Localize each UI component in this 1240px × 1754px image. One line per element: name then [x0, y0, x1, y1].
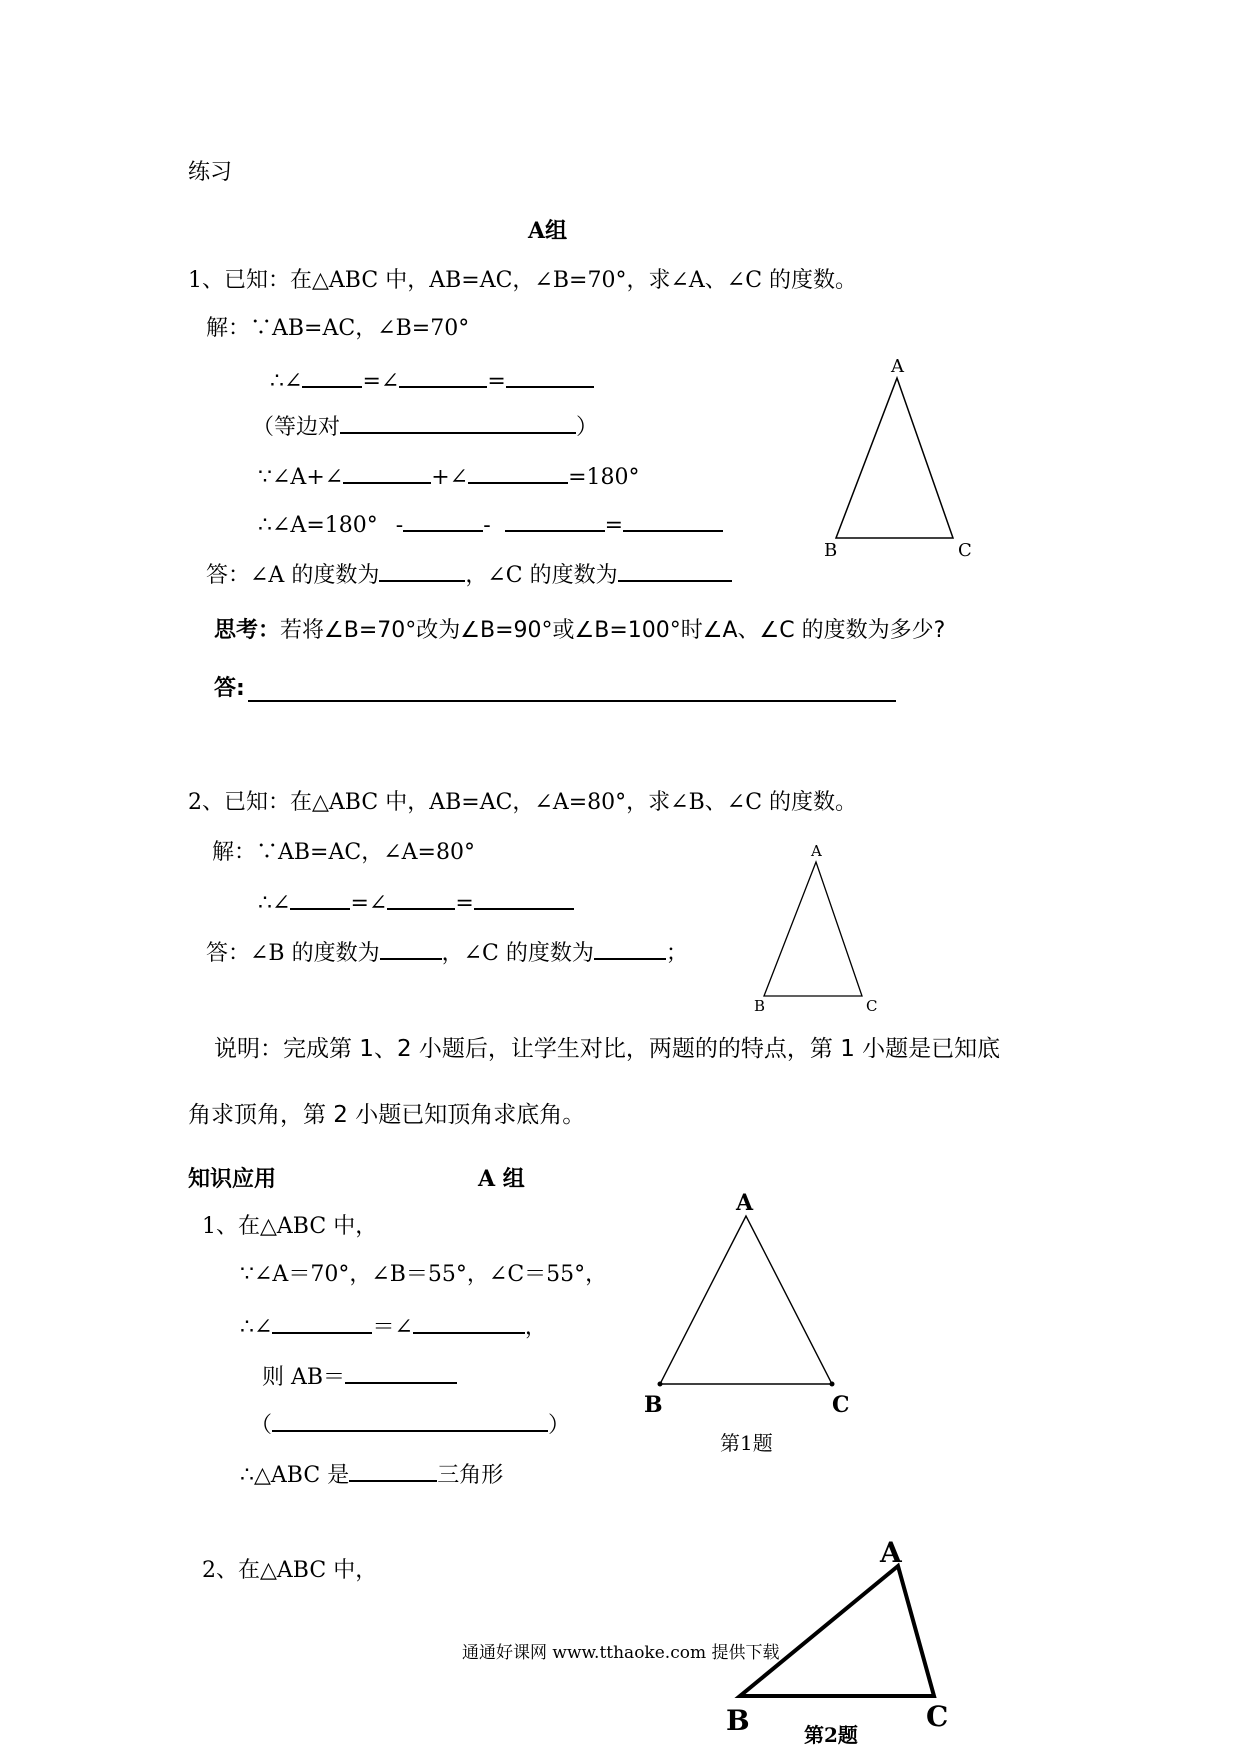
- text: ∴△ABC 是: [240, 1463, 350, 1488]
- vertex-label-b: B: [726, 1704, 750, 1737]
- q1-think: [214, 618, 945, 644]
- q2-solution-line1: 解：∵AB=AC，∠A=80°: [212, 840, 475, 865]
- blank-field[interactable]: [340, 412, 576, 434]
- text: ，∠C 的度数为: [441, 941, 594, 966]
- app-q1-triangle-figure: [640, 1186, 860, 1456]
- think-text: 若将∠B=70°改为∠B=90°或∠B=100°时∠A、∠C 的度数为多少?: [280, 618, 946, 643]
- text: 三角形: [437, 1463, 504, 1488]
- blank-field[interactable]: [623, 510, 723, 532]
- text: ；: [665, 941, 688, 966]
- q1-think-answer-label: 答:: [214, 676, 245, 701]
- text: -: [483, 513, 491, 538]
- blank-field[interactable]: [618, 560, 732, 582]
- blank-field[interactable]: [290, 888, 350, 910]
- vertex-label-b: B: [824, 540, 838, 561]
- text: ∴∠: [258, 891, 291, 916]
- text: 则 AB＝: [262, 1365, 346, 1390]
- note-line1: 说明：完成第 1、2 小题后，让学生对比，两题的的特点，第 1 小题是已知底: [214, 1036, 1001, 1062]
- blank-field[interactable]: [468, 462, 568, 484]
- q1-stem: 1、已知：在△ABC 中，AB=AC，∠B=70°，求∠A、∠C 的度数。: [188, 268, 858, 293]
- triangle-shape: [740, 1566, 934, 1696]
- text: ，∠C 的度数为: [465, 563, 618, 588]
- blank-field[interactable]: [505, 510, 605, 532]
- triangle-shape: [764, 862, 862, 996]
- q1-solution-line3: [252, 412, 598, 441]
- text: ）: [576, 415, 599, 440]
- app-title: 知识应用: [188, 1166, 277, 1192]
- text: =180°: [568, 465, 640, 490]
- vertex-label-b: B: [754, 997, 766, 1015]
- app-q1-line5: [240, 1460, 503, 1489]
- blank-field[interactable]: [345, 1362, 457, 1384]
- text: =: [455, 891, 474, 916]
- vertex-label-a: A: [880, 1536, 902, 1569]
- blank-field[interactable]: [302, 366, 362, 388]
- blank-field[interactable]: [349, 1460, 437, 1482]
- vertex-label-c: C: [832, 1392, 850, 1418]
- app-q1-line1: ∵∠A＝70°，∠B＝55°，∠C＝55°，: [240, 1262, 608, 1287]
- group-a-title: A组: [528, 218, 568, 244]
- app-q2-stem: 2、在△ABC 中，: [202, 1558, 378, 1583]
- blank-field[interactable]: [413, 1312, 525, 1334]
- think-label: 思考：: [214, 618, 281, 643]
- app-q1-line3: [262, 1362, 457, 1391]
- text: =: [604, 513, 624, 538]
- text: =∠: [350, 891, 388, 916]
- text: （等边对: [252, 415, 341, 440]
- blank-field[interactable]: [343, 462, 431, 484]
- triangle-shape: [836, 378, 953, 538]
- q2-answer: [206, 938, 688, 967]
- q1-solution-line5: [258, 510, 723, 539]
- blank-field[interactable]: [403, 510, 483, 532]
- q1-think-answer-line[interactable]: [248, 700, 896, 702]
- q2-triangle-figure: [750, 836, 880, 1015]
- q2-solution-line2: [258, 888, 574, 917]
- q1-triangle-figure: [820, 350, 980, 561]
- app-q1-line4: [250, 1410, 570, 1439]
- app-q1-line2: [240, 1312, 547, 1341]
- text: ，: [524, 1315, 547, 1340]
- text: 答：∠B 的度数为: [206, 941, 380, 966]
- text: ∴∠A=180°: [258, 513, 378, 538]
- text: ∴∠: [240, 1315, 273, 1340]
- app-q1-stem: 1、在△ABC 中，: [202, 1214, 378, 1239]
- blank-field[interactable]: [594, 938, 666, 960]
- q1-answer: [206, 560, 732, 589]
- text: （: [250, 1413, 273, 1438]
- q1-solution-line4: [258, 462, 640, 491]
- text: ＝∠: [372, 1315, 413, 1340]
- vertex-label-a: A: [736, 1190, 754, 1216]
- blank-field[interactable]: [272, 1312, 372, 1334]
- q1-solution-line1: 解：∵AB=AC，∠B=70°: [206, 316, 470, 341]
- section-heading: 练习: [188, 160, 233, 185]
- text: +∠: [431, 465, 469, 490]
- text: ）: [548, 1413, 571, 1438]
- vertex-label-a: A: [891, 356, 904, 377]
- text: =∠: [362, 369, 400, 394]
- vertex-label-b: B: [644, 1392, 663, 1418]
- blank-field[interactable]: [399, 366, 487, 388]
- text: -: [395, 513, 404, 538]
- q2-stem: 2、已知：在△ABC 中，AB=AC，∠A=80°，求∠B、∠C 的度数。: [188, 790, 858, 815]
- vertex-label-c: C: [926, 1700, 949, 1733]
- blank-field[interactable]: [474, 888, 574, 910]
- app-group: A 组: [478, 1166, 525, 1192]
- page-footer: 通通好课网 www.tthaoke.com 提供下载: [462, 1643, 780, 1663]
- q1-solution-line2: [270, 366, 594, 395]
- blank-field[interactable]: [272, 1410, 548, 1432]
- blank-field[interactable]: [506, 366, 594, 388]
- vertex-label-a: A: [811, 842, 822, 860]
- blank-field[interactable]: [380, 938, 442, 960]
- vertex-label-c: C: [958, 540, 972, 561]
- vertex-dot-c: [830, 1382, 835, 1387]
- text: 答：∠A 的度数为: [206, 563, 380, 588]
- text: ∵∠A+∠: [258, 465, 344, 490]
- note-line2: 角求顶角，第 2 小题已知顶角求底角。: [188, 1102, 586, 1128]
- vertex-dot-b: [658, 1382, 663, 1387]
- vertex-label-c: C: [866, 997, 878, 1015]
- blank-field[interactable]: [379, 560, 465, 582]
- figure-caption: 第2题: [804, 1723, 858, 1747]
- text: ∴∠: [270, 369, 303, 394]
- figure-caption: 第1题: [720, 1431, 773, 1455]
- blank-field[interactable]: [387, 888, 455, 910]
- triangle-shape: [660, 1216, 832, 1384]
- text: =: [487, 369, 506, 394]
